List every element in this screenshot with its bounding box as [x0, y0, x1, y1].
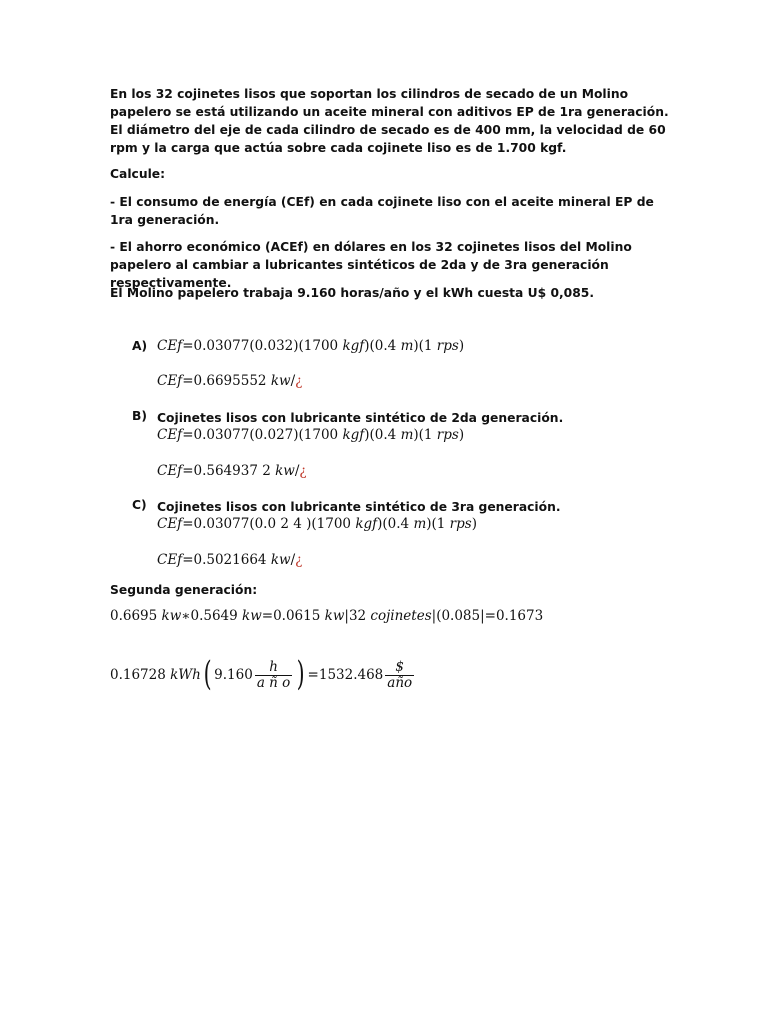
task-savings: - El ahorro económico (ACEf) en dólares en los 32 cojinetes lisos del Molino papelero al cambiar a lubricantes sintéticos de 2da y de 3ra generación respectivamente. — [110, 240, 632, 290]
section-c-heading: Cojinetes lisos con lubricante sintético de 3ra generación. — [157, 500, 561, 514]
hours-per-year-fraction: $\frac{h}{\text{a ñ o}}$ — [256, 659, 291, 691]
calcule-label: Calcule: — [110, 167, 166, 181]
section-a-label: A) — [132, 339, 148, 353]
segunda-heading: Segunda generación: — [110, 583, 258, 597]
equation-a-result: CEf=0.6695552 kw/¿ — [157, 373, 303, 389]
section-b-heading: Cojinetes lisos con lubricante sintético de 2da generación. — [157, 411, 564, 425]
segunda-savings-line: 0.6695 kw∗0.5649 kw=0.0615 kw|32 cojinetes|(0.085|=0.1673 — [110, 608, 544, 624]
equation-b-formula: CEf=0.03077(0.027)(1700 kgf)(0.4 m)(1 rps) — [157, 427, 465, 443]
right-paren: ) — [296, 654, 305, 694]
equation-c-result: CEf=0.5021664 kw/¿ — [157, 552, 303, 568]
equation-b-result: CEf=0.564937 2 kw/¿ — [157, 463, 307, 479]
segunda-annual-cost-line: 0.16728 kWh( 9.160 $\frac{h}{\text{a ñ o}}$ ) =1532.468 $\frac{\$}{\text{año}}$ — [110, 654, 413, 694]
operating-data: El Molino papelero trabaja 9.160 horas/año y el kWh cuesta U$ 0,085. — [110, 286, 595, 300]
section-b-label: B) — [132, 409, 147, 423]
problem-statement: En los 32 cojinetes lisos que soportan los cilindros de secado de un Molino papelero se está utilizando un aceite mineral con aditivos EP de 1ra generación. El diámetro del eje de cada cilindro de secado es de 400 mm, la velocidad de 60 rpm y la carga que actúa sobre cada cojinete liso es de 1.700 kgf. — [110, 87, 669, 155]
task-energy: - El consumo de energía (CEf) en cada cojinete liso con el aceite mineral EP de 1ra generación. — [110, 195, 654, 227]
section-c-label: C) — [132, 498, 147, 512]
equation-c-formula: CEf=0.03077(0.0 2 4 )(1700 kgf)(0.4 m)(1 rps) — [157, 516, 477, 532]
dollars-per-year-fraction: $\frac{\$}{\text{año}}$ — [387, 659, 413, 691]
left-paren: ( — [203, 654, 212, 694]
equation-a-formula: CEf=0.03077(0.032)(1700 kgf)(0.4 m)(1 rps) — [157, 338, 465, 354]
